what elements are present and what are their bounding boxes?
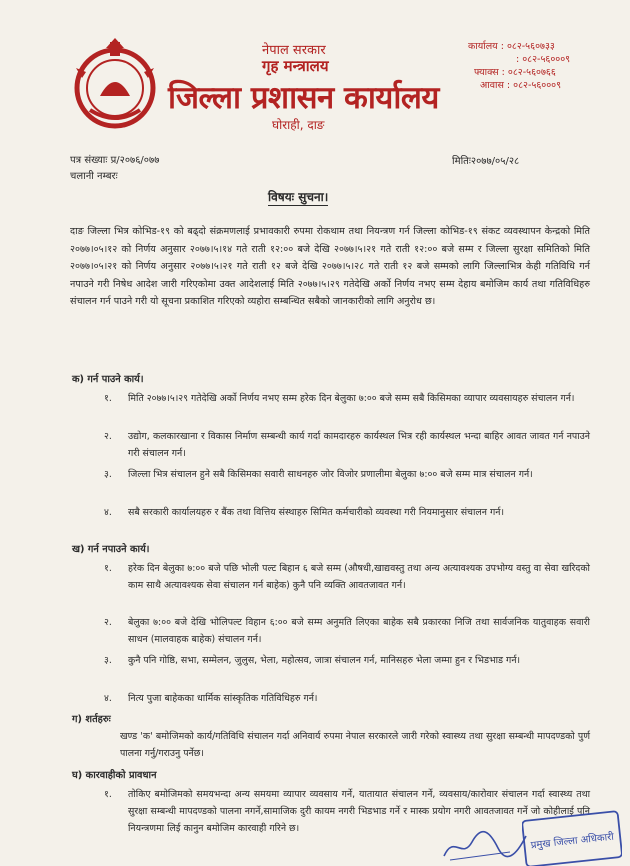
official-stamp-icon <box>522 810 622 866</box>
list-item: १. तोकिए बमोजिमको समयभन्दा अन्य समयमा व्यापार व्यवसाय गर्ने, यातायात संचालन गर्ने, व्यवसाय/कारोवार संचालन गर्दा स्वास्थ्य तथा सुरक्षा सम्बन्धी मापदण्डको पालना नगर्ने,सामाजिक दुरी कायम नगरी भिडभाड गर्ने र मास्क प्रयोग नगरी आवतजावत गर्ने जो कोहीलाई पनि नियन्त्रणमा लिई कानुन बमोजिम कारवाही गरिने छ। <box>104 789 590 834</box>
list-item: २. उद्योग, कलकारखाना र विकास निर्माण सम्बन्धी कार्य गर्दा कामदारहरु कार्यस्थल भित्र रही कार्यस्थल भन्दा बाहिर आवत जावत गर्न नपाउने गरी संचालन गर्न। <box>104 431 590 459</box>
contact-row: कार्यालय : ०८२-५६०७३३ <box>468 41 555 52</box>
list-item: १. हरेक दिन बेलुका ७:०० बजे पछि भोली पल्ट बिहान ६ बजे सम्म (औषधी,खाद्यवस्तु तथा अन्य अत्यावश्यक उपभोग्य वस्तु वा सेवा खरिदको काम साथै अत्यावश्यक सेवा संचालन गर्न बाहेक) कुनै पनि व्यक्ति आवतजावत गर्न। <box>104 563 590 591</box>
contact-row: : ०८२-५६०००९ <box>516 54 571 65</box>
section-title-action: घ) कारवाहीको प्रावधान <box>72 770 157 781</box>
list-item: ३. जिल्ला भित्र संचालन हुने सबै किसिमका सवारी साधनहरु जोर विजोर प्रणालीमा बेलुका ७:०० बजे सम्म मात्र संचालन गर्न। <box>104 469 533 480</box>
reference-block <box>70 153 159 185</box>
list-item: १. मिति २०७७।५।२९ गतेदेखि अर्को निर्णय नभए सम्म हरेक दिन बेलुका ७:०० बजे सम्म सबै किसिमका व्यापार व्यवसायहरु संचालन गर्न। <box>104 393 575 404</box>
contact-row: फ्याक्स : ०८२-५६०७६६ <box>474 67 556 78</box>
letter-number: पत्र संख्याः प्र/२०७६/०७७ <box>70 155 160 166</box>
list-item: ४. नित्य पुजा बाहेकका धार्मिक सांस्कृतिक गतिविधिहरु गर्न। <box>104 693 318 704</box>
signature-icon <box>440 826 530 864</box>
section-title-allowed: क) गर्न पाउने कार्य। <box>72 374 144 385</box>
section-title-prohibited: ख) गर्न नपाउने कार्य। <box>72 544 150 555</box>
government-name: नेपाल सरकार <box>262 43 326 58</box>
office-location: घोराही, दाङ <box>272 118 325 132</box>
office-name: जिल्ला प्रशासन कार्यालय <box>168 80 439 116</box>
list-item: २. बेलुका ७:०० बजे देखि भोलिपल्ट विहान ६:०० बजे सम्म अनुमति लिएका बाहेक सबै प्रकारका निजि तथा सार्वजनिक यातुवाहक सवारी साधन (मालवाहक बाहेक) संचालन गर्न। <box>104 617 590 645</box>
svg-text:प्रमुख जिल्ला अधिकारी: प्रमुख जिल्ला अधिकारी <box>530 831 615 852</box>
dispatch-number: चलानी नम्बरः <box>70 171 118 182</box>
ministry-name: गृह मन्त्रालय <box>262 57 329 75</box>
contact-block <box>468 40 570 92</box>
conditions-paragraph: खण्ड 'क' बमोजिमको कार्य/गतिविधि संचालन गर्दा अनिवार्य रुपमा नेपाल सरकारले जारी गरेको स्वास्थ्य तथा सुरक्षा सम्बन्धी मापदण्डको पुर्ण पालना गर्नु/गराउनु पर्नेछ। <box>120 731 590 759</box>
nepal-emblem-icon <box>70 38 160 130</box>
letter-date: मितिः२०७७/०५/२८ <box>452 156 520 167</box>
contact-row: आवास : ०८२-५६०००९ <box>480 80 562 91</box>
section-title-conditions: ग) शर्तहरुः <box>72 714 111 725</box>
subject-line: विषयः सुचना। <box>268 190 329 204</box>
list-item: ४. सबै सरकारी कार्यालयहरु र बैंक तथा वित्तिय संस्थाहरु सिमित कर्मचारीको व्यवस्था गरी नियमानुसार संचालन गर्न। <box>104 507 504 518</box>
intro-paragraph: दाङ जिल्ला भित्र कोभिड-१९ को बढ्दो संक्रमणलाई प्रभावकारी रुपमा रोकथाम तथा नियन्त्रण गर्न जिल्ला कोभिड-१९ संकट व्यवस्थापन केन्द्रको मिति २०७७।०५।१२ को निर्णय अनुसार २०७७।५।१४ गते राती १२:०० बजे देखि २०७७।५।२१ गते राती १२:०० बजे सम्म र जिल्ला सुरक्षा समितिको मिति २०७७।०५।२१ को निर्णय अनुसार २०७७।५।२१ गते राती १२ बजे देखि २०७७।५।२८ गते राती १२ बजे सम्मको लागि जिल्लाभित्र केही गतिविधि गर्न नपाउने गरी निषेध आदेश जारी गरिएकोमा उक्त आदेशलाई मिति २०७७।५।२९ गतेदेखि अर्को निर्णय नभए सम्म देहाय बमोजिम कार्य तथा गतिविधिहरु संचालन गर्न पाउने गरी यो सूचना प्रकाशित गरिएको व्यहोरा सम्बन्धित सबैको जानकारीको लागि अनुरोध छ। <box>70 226 590 308</box>
list-item: ३. कुनै पनि गोष्ठि, सभा, सम्मेलन, जुलुस, भेला, महोत्सव, जात्रा संचालन गर्न, मानिसहरु भेला जम्मा हुन र भिडभाड गर्न। <box>104 655 521 666</box>
